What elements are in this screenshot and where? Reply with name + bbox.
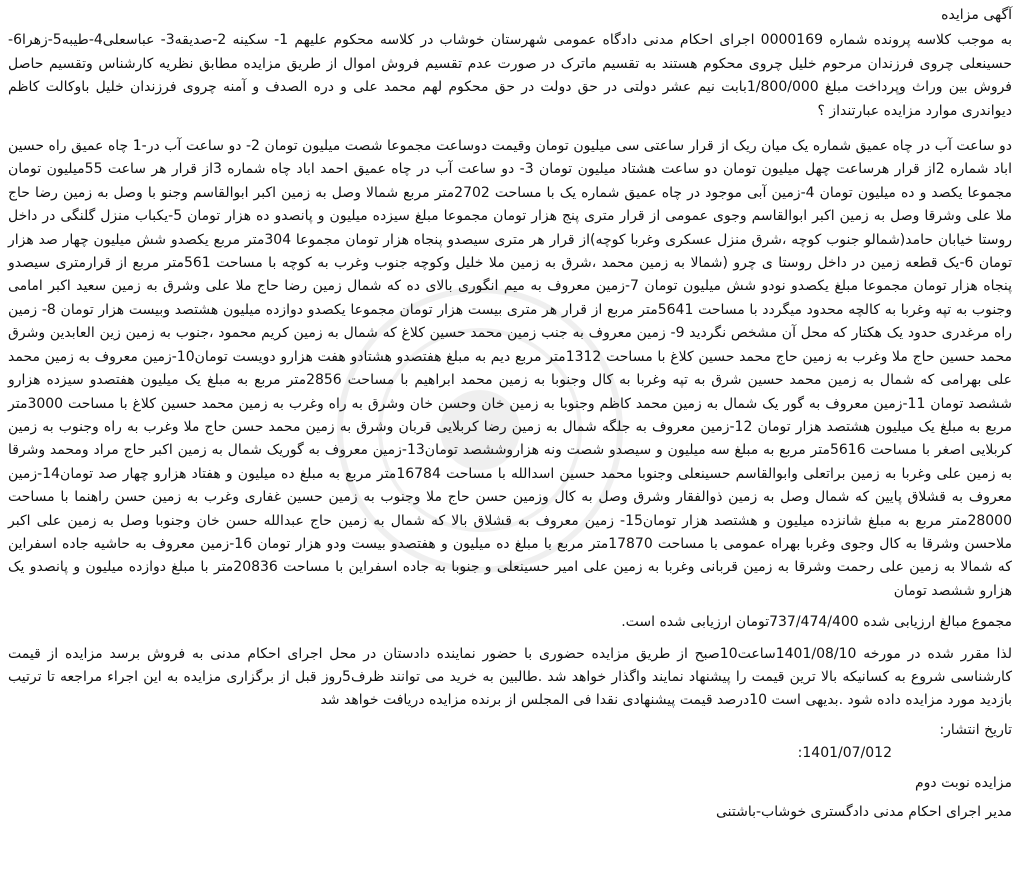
publish-date-value: 1401/07/012: [797,745,892,762]
auction-round: مزایده نوبت دوم [914,774,1012,791]
notice-items: دو ساعت آب در چاه عمیق شماره یک میان ریک از قرار ساعتی سی میلیون تومان وقیمت دوساعت مجموعا شصت میلیون تومان 2- دو ساعت آب در-1 چاه عمیق راه حسین اباد شماره 2از قرار هرساعت چهل میلیون تومان دو ساعت هشتاد میلیون تومان 3- دو ساعت آب در چاه عمیق احمد اباد چاه شماره 3از قرار هر ساعت 55میلیون تومان مجموعا یکصد و ده میلیون تومان 4-زمین آبی موجود در چاه عمیق شماره یک با مساحت 2702متر مربع شمالا وصل به زمین اکبر ابوالقاسم وجنو با وصل به زمین رضا حاج ملا علی وشرقا وصل به زمین اکبر ابوالقاسم وجوی عمومی از قرار متری پنج هزار تومان مجموعا مبلغ سیزده میلیون و پانصدو ده هزار تومان 5-یکباب منزل گلنگی در داخل روستا خیابان حامد(شمالو جنوب کوچه ،شرق منزل عسکری وغربا کوچه)از قرار هر متری سیصدو پنجاه هزار تومان مجموعا 304متر مربع یکصدو شش میلیون چهار صد هزار تومان 6-یک قطعه زمین در داخل روستا ی چرو (شمالا به زمین محمد ،شرق به زمین ملا خلیل وکوچه جنوب وغرب به کوچه با مساحت 561متر مربع از قرارمتری سیصدو پنجاه هزار تومان مجموعا مبلغ یکصدو نودو شش میلیون تومان 7-زمین معروف به میم انگوری بالای ده که شمال زمین رضا حاج ملا علی وشرق به زمین سعید اکبر امامی وجنوب به تپه وغربا به کالچه محدود میگردد با مساحت 5641متر مربع از قرار هر متری بیست هزار تومان مجموعا یکصدو دوازده میلیون هشتصد وبیست هزار تومان 8- زمین راه مرغدری حدود یک هکتار که محل آن مشخص نگردید 9- زمین معروف به جنب زمین محمد حسین کلاغ که شمال به زمین کریم محمود ،جنوب به زمین زین العابدین وشرق محمد حسین حاج ملا وغرب به زمین حاج محمد حسین کلاغ با مساحت 1312متر مربع دیم به مبلغ هفتصدو هشتادو هفت هزارو دویست تومان10-زمین معروف به زمین محمد علی بهرامی که شمال به زمین محمد حسین شرق به تپه وغربا به کال وجنوبا به زمین محمد ابراهیم با مساحت 2856متر مربع به مبلغ یک میلیون هفتصدو سیزده هزارو ششصد تومان 11-زمین معروف به گور یک شمال به زمین محمد کاظم وجنوبا به زمین خان وحسن خان وشرق به راه وغرب به زمین محمد حسین کلاغ با مساحت 3000متر مربع به مبلغ یک میلیون هشتصد هزار تومان 12-زمین معروف به جلگه شمال به زمین رضا کربلایی قربان وشرق به زمین محمد حسن حاج ملا وغرب به راه وجنوب به زمین کربلایی اصغر با مساحت 5616متر مربع به مبلغ سه میلیون و سیصدو شصت ونه هزاروششصد تومان13-زمین معروف به گوریک شمال به زمین اکبر حاج مراد ومحمد وشرقا به زمین علی وغربا به زمین براتعلی وابوالقاسم حسینعلی وجنوبا محمد حسین اسدالله با مساحت 16784متر مربع به مبلغ ده میلیون و هفتاد هزارو چهار صد تومان14-زمین معروف به قشلاق پایین که شمال وصل به زمین ذوالفقار وشرق وصل به کال وزمین حسن حاج ملا وجنوب به زمین حسین غفاری وغرب به زمین حسن راهنما با مساحت 28000متر مربع به مبلغ شانزده میلیون و هشتصد هزار تومان15- زمین معروف به قشلاق بالا که شمال به زمین حاج عبدالله حسن خان وجنوبا وصل به زمین علی اکبر ملاحسن وشرقا به کال وجوی وغربا بهراه عمومی با مساحت 17870متر مربع با مبلغ ده میلیون و هفتصدو بیست ودو هزار تومان 16-زمین معروف به حاشیه جاده اسفراین که شمالا به زمین علی رحمت وشرقا به زمین قربانی وغربا به زمین علی امیر حسینعلی و جنوبا به جاده اسفراین با مساحت 20836متر با مبلغ دوازده میلیون و پانصدو یک هزارو ششصد تومان [8,138,1013,599]
publish-date-label: تاریخ انتشار: [939,721,1012,738]
auction-notice [8,4,1012,824]
notice-title: آگهی مزایده [941,7,1012,23]
notice-total: مجموع مبالغ ارزیابی شده 737/474/400تومان ارزیابی شده است. [621,614,1012,631]
signature-line: مدیر اجرای احکام مدنی دادگستری خوشاب-باشتنی [715,804,1012,820]
notice-intro: به موجب کلاسه پرونده شماره 0000169 اجرای احکام مدنی دادگاه عمومی شهرستان خوشاب در کلاسه محکوم علیهم 1- سکینه 2-صدیقه3- عباسعلی4-طیبه5-زهرا6-حسینعلی چروی فرزندان مرحوم خلیل چروی محکوم هستند به تقسیم ماترک در صورت عدم تقسیم فروش اموال از طریق مزایده مطابق نظریه کارشناس وتقسیم حاصل فروش بین وراث وپرداخت مبلغ 1/800/000بابت نیم عشر دولتی در حق دولت در حق محکوم لهم محمد علی و دره الصدف و آمنه چروی فرزندان خلیل باوکالت کاظم دیواندری موارد مزایده عبارتنداز ؟ [8,32,1013,119]
notice-auction-terms: لذا مقرر شده در مورخه 1401/08/10ساعت10صبح از طریق مزایده حضوری با حضور نماینده دادستان در محل اجرای احکام مدنی به فروش برسد مزایده از قیمت کارشناسی شروع به کسانیکه بالا ترین قیمت را پیشنهاد نمایند واگذار خواهد شد .طالبین به خرید می توانند ظرف5روز قبل از برگزاری مزایده به این اجراء مراجعه تا ترتیب بازدید مورد مزایده داده شود .بدیهی است 10درصد قیمت پیشنهادی نقدا فی المجلس از برنده مزایده دریافت خواهد شد [8,645,1012,709]
